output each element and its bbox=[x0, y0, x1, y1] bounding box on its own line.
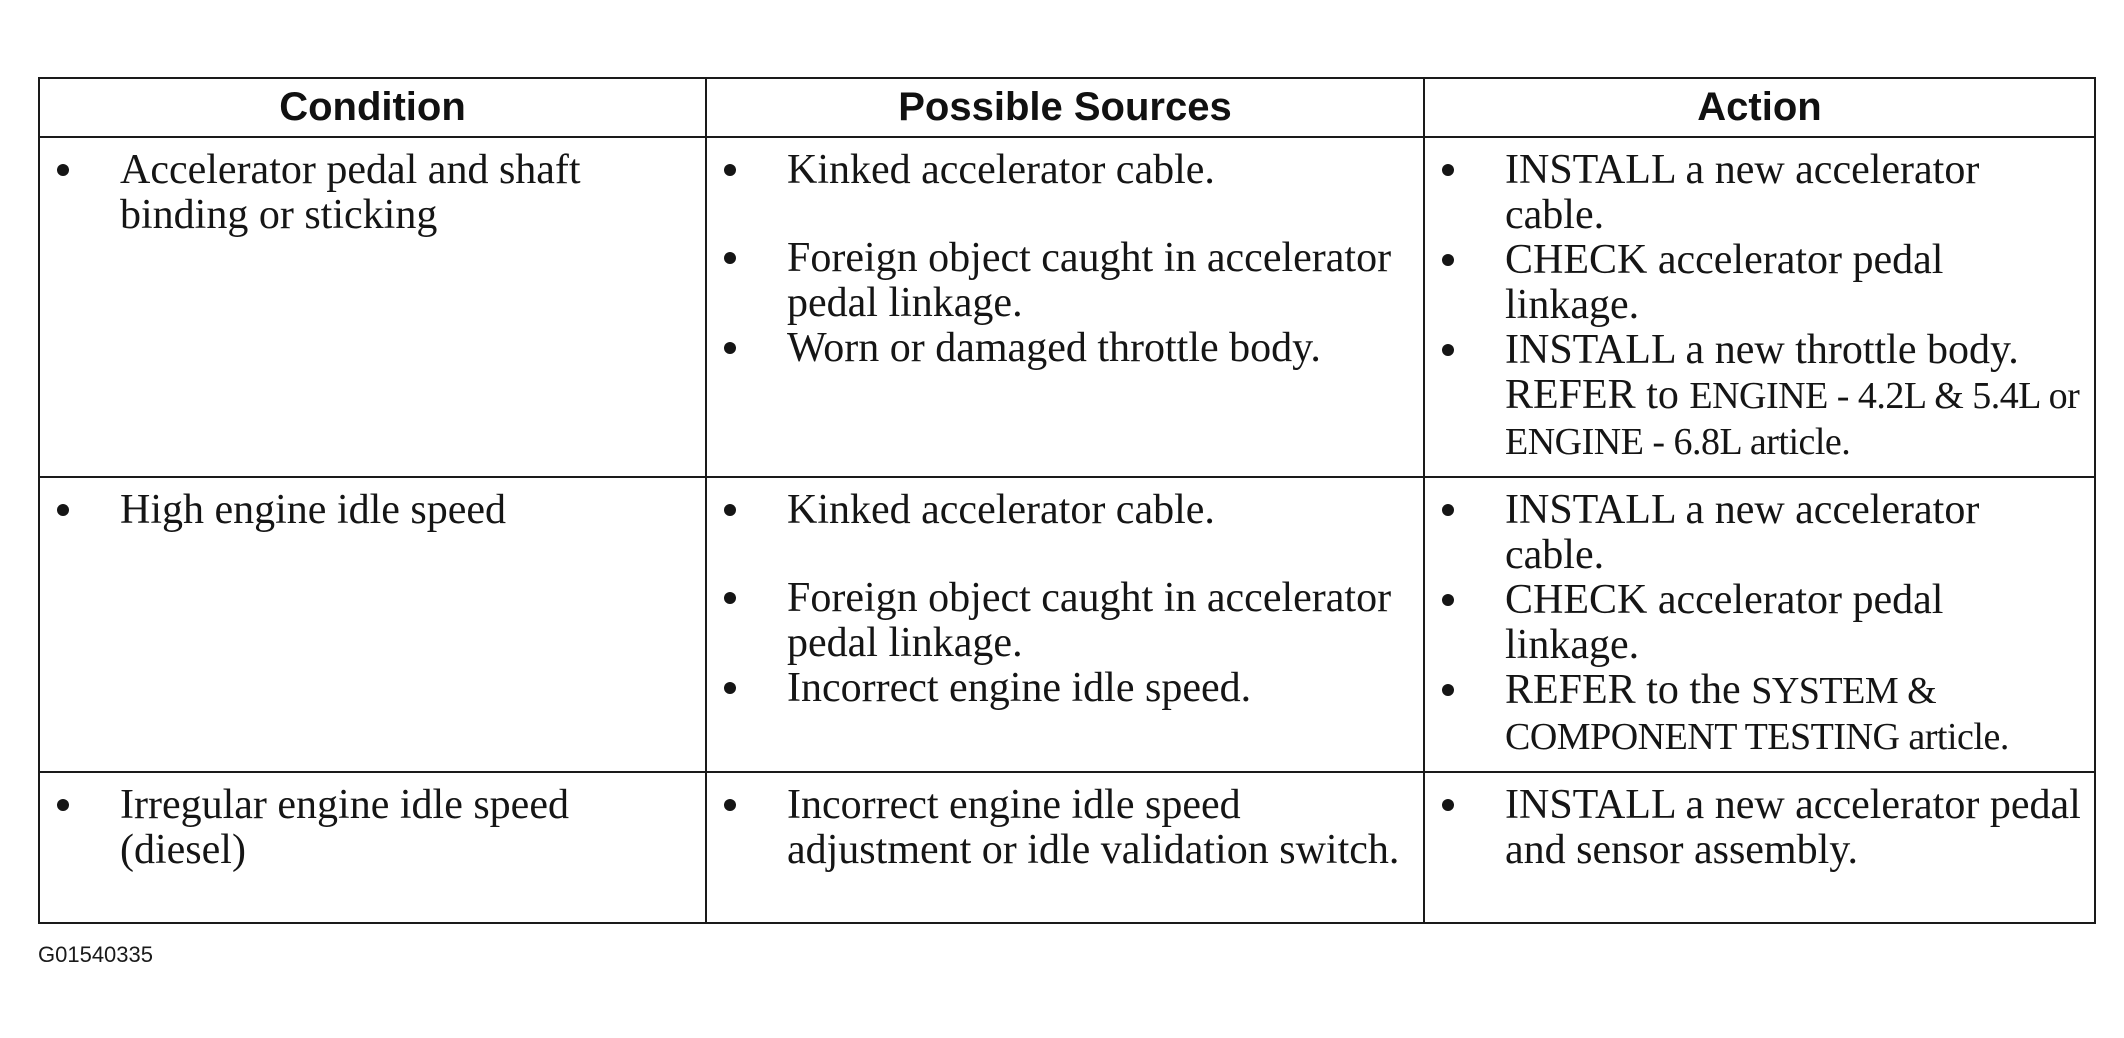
action-cell bbox=[1424, 772, 2095, 923]
condition-cell bbox=[39, 477, 706, 772]
list-item bbox=[1425, 328, 2084, 465]
list-item: INSTALL a new accelerator cable. bbox=[1425, 488, 2084, 578]
action-cell bbox=[1424, 477, 2095, 772]
action-text: REFER to the bbox=[1505, 667, 1741, 713]
sources-cell bbox=[706, 477, 1424, 772]
figure-id: G01540335 bbox=[38, 942, 153, 967]
condition-list bbox=[40, 488, 695, 533]
action-list bbox=[1425, 783, 2084, 873]
action-list bbox=[1425, 488, 2084, 760]
condition-cell bbox=[39, 772, 706, 923]
list-item: High engine idle speed bbox=[40, 488, 695, 533]
list-item: Kinked accelerator cable. bbox=[707, 148, 1413, 193]
sources-list bbox=[707, 488, 1413, 711]
list-item: INSTALL a new accelerator cable. bbox=[1425, 148, 2084, 238]
list-item: Irregular engine idle speed (diesel) bbox=[40, 783, 695, 873]
article-reference: ENGINE - 4.2L & 5.4L or ENGINE - 6.8L article. bbox=[1505, 375, 2080, 463]
list-item: Incorrect engine idle speed adjustment or idle validation switch. bbox=[707, 783, 1413, 873]
action-cell bbox=[1424, 137, 2095, 477]
table-row bbox=[39, 772, 2095, 923]
article-reference: SYSTEM & COMPONENT TESTING article. bbox=[1505, 670, 2009, 758]
table-row bbox=[39, 477, 2095, 772]
list-item: CHECK accelerator pedal linkage. bbox=[1425, 578, 2084, 668]
condition-list bbox=[40, 148, 695, 238]
header-action: Action bbox=[1424, 78, 2095, 137]
header-row bbox=[39, 78, 2095, 137]
sources-list bbox=[707, 783, 1413, 873]
table-row bbox=[39, 137, 2095, 477]
sources-list bbox=[707, 148, 1413, 371]
action-list bbox=[1425, 148, 2084, 465]
action-text: INSTALL a new throttle body. REFER to bbox=[1505, 327, 2019, 418]
list-item: Kinked accelerator cable. bbox=[707, 488, 1413, 533]
header-possible-sources: Possible Sources bbox=[706, 78, 1424, 137]
list-item bbox=[1425, 668, 2084, 760]
header-condition: Condition bbox=[39, 78, 706, 137]
condition-list bbox=[40, 783, 695, 873]
list-item: Accelerator pedal and shaft binding or sticking bbox=[40, 148, 695, 238]
sources-cell bbox=[706, 137, 1424, 477]
list-item: Incorrect engine idle speed. bbox=[707, 666, 1413, 711]
list-item: CHECK accelerator pedal linkage. bbox=[1425, 238, 2084, 328]
list-item: Foreign object caught in accelerator pedal linkage. bbox=[707, 576, 1413, 666]
list-item: Worn or damaged throttle body. bbox=[707, 326, 1413, 371]
list-item: INSTALL a new accelerator pedal and sensor assembly. bbox=[1425, 783, 2084, 873]
sources-cell bbox=[706, 772, 1424, 923]
condition-cell bbox=[39, 137, 706, 477]
list-item: Foreign object caught in accelerator pedal linkage. bbox=[707, 236, 1413, 326]
troubleshooting-table bbox=[38, 77, 2096, 924]
